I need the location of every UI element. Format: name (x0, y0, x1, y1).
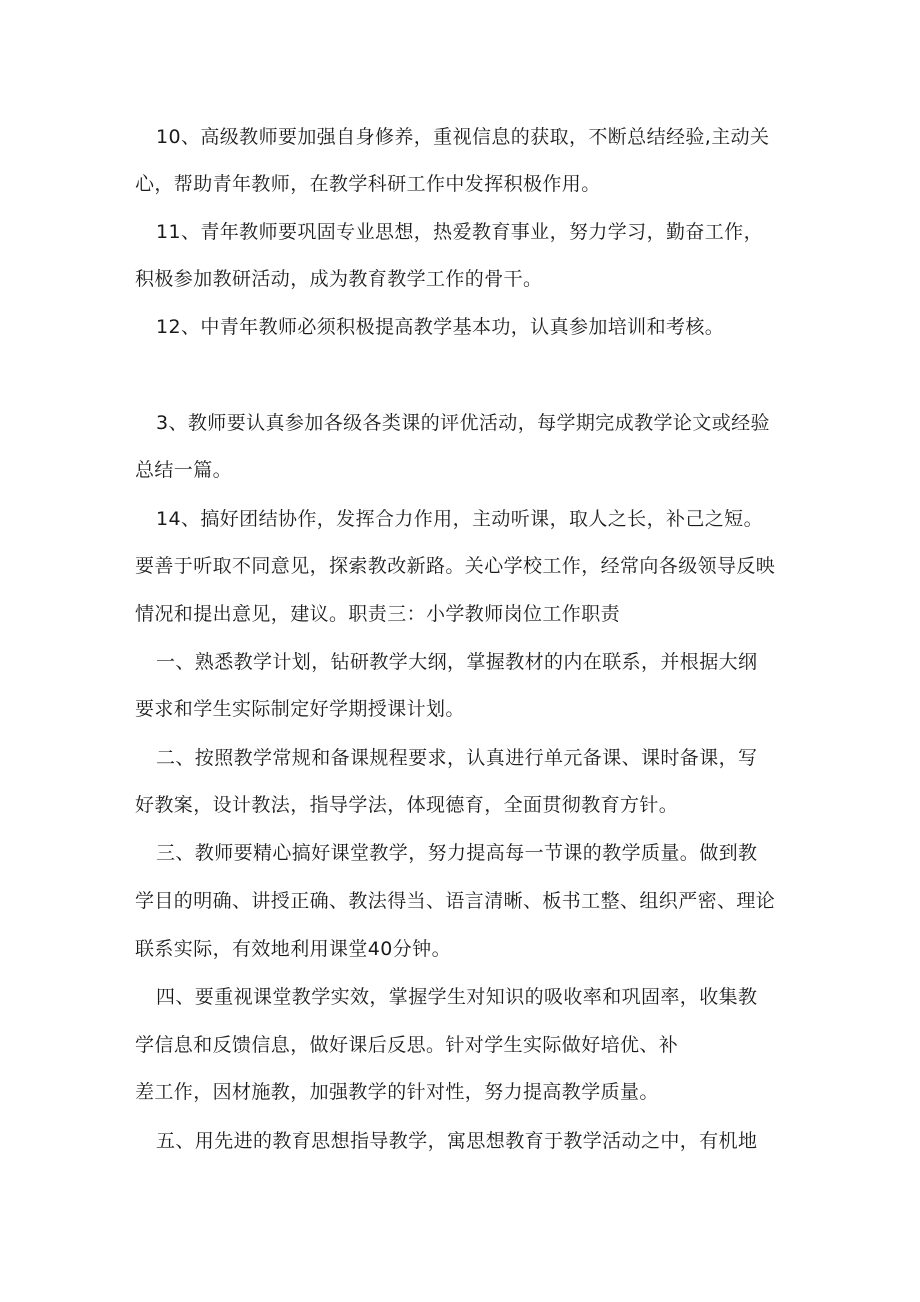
text-line: 五、用先进的教育思想指导教学，寓思想教育于教学活动之中，有机地 (156, 1130, 758, 1152)
text-line: 要善于听取不同意见，探索教改新路。关心学校工作，经常向各级领导反映 (135, 555, 776, 577)
text-line: 12、中青年教师必须积极提高教学基本功，认真参加培训和考核。 (156, 316, 725, 338)
text-line: 好教案，设计教法，指导学法，体现德育，全面贯彻教育方针。 (135, 794, 679, 816)
text-line: 四、要重视课堂教学实效，掌握学生对知识的吸收率和巩固率，收集教 (156, 986, 758, 1008)
text-line: 11、青年教师要巩固专业思想，热爱教育事业，努力学习，勤奋工作， (156, 221, 763, 243)
text-line: 14、搞好团结协作，发挥合力作用，主动听课，取人之长，补己之短。 (156, 508, 763, 530)
text-line: 二、按照教学常规和备课规程要求，认真进行单元备课、课时备课，写 (156, 747, 758, 769)
text-line: 情况和提出意见，建议。职责三：小学教师岗位工作职责 (135, 603, 621, 625)
text-line: 差工作，因材施教，加强教学的针对性，努力提高教学质量。 (135, 1081, 659, 1103)
text-line: 3、教师要认真参加各级各类课的评优活动，每学期完成教学论文或经验 (156, 412, 770, 434)
text-line: 10、高级教师要加强自身修养，重视信息的获取，不断总结经验,主动关 (156, 126, 770, 148)
text-line: 三、教师要精心搞好课堂教学，努力提高每一节课的教学质量。做到教 (156, 842, 758, 864)
text-line: 心，帮助青年教师，在教学科研工作中发挥积极作用。 (135, 173, 601, 195)
text-line: 积极参加教研活动，成为教育教学工作的骨干。 (135, 268, 543, 290)
text-line: 总结一篇。 (135, 459, 233, 481)
text-line: 学目的明确、讲授正确、教法得当、语言清晰、板书工整、组织严密、理论 (135, 890, 776, 912)
text-line: 联系实际，有效地利用课堂40分钟。 (135, 938, 451, 960)
text-line: 要求和学生实际制定好学期授课计划。 (135, 698, 465, 720)
text-line: 一、熟悉教学计划，钻研教学大纲，掌握教材的内在联系，并根据大纲 (156, 651, 758, 673)
text-line: 学信息和反馈信息，做好课后反思。针对学生实际做好培优、补 (135, 1034, 679, 1056)
